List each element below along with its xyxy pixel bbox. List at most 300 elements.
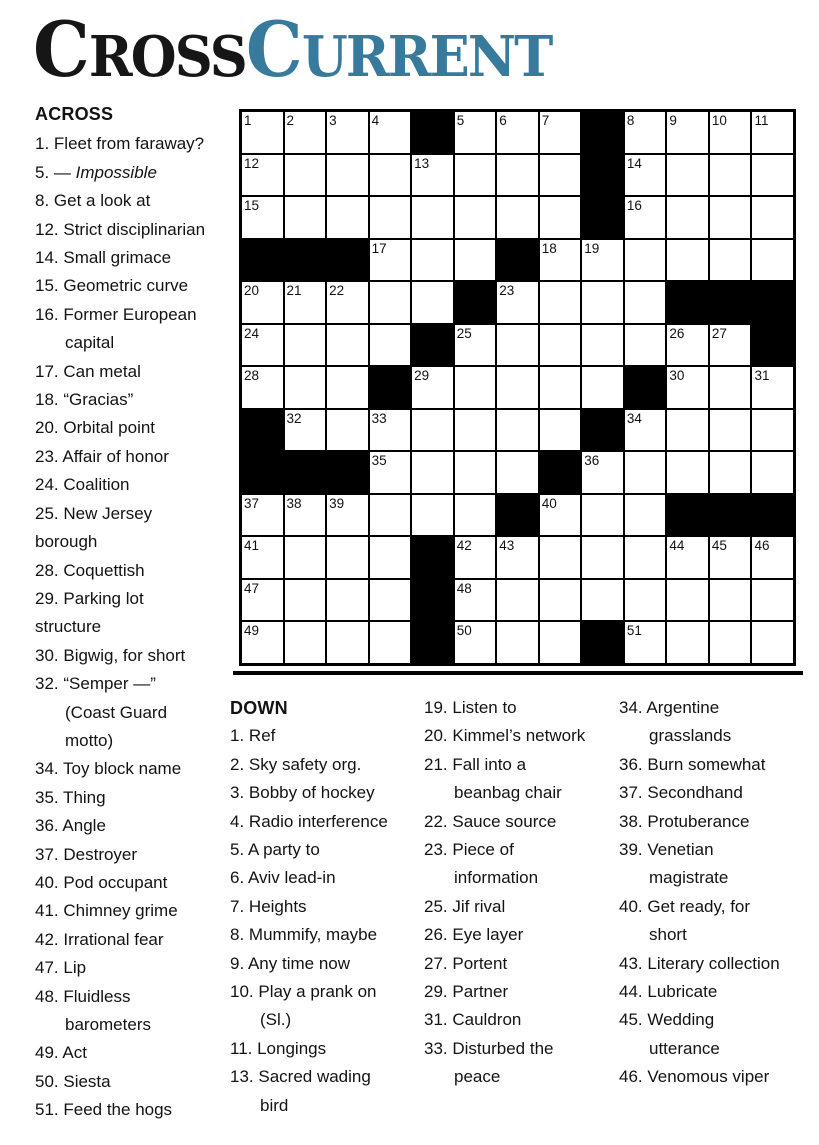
clue-item: 39. Venetian magistrate [619, 840, 729, 888]
grid-cell-black [710, 495, 751, 536]
grid-cell[interactable] [455, 495, 496, 536]
clue-number: 18. [35, 390, 59, 410]
grid-cell[interactable] [242, 580, 283, 621]
grid-cell[interactable] [497, 155, 538, 196]
clue-item: 9. Any time now [230, 953, 351, 973]
cell-number: 12 [244, 155, 260, 171]
grid-cell[interactable] [412, 367, 453, 408]
grid-cell[interactable] [412, 155, 453, 196]
grid-cell[interactable] [327, 537, 368, 578]
grid-cell[interactable] [752, 112, 793, 153]
clue-number: 31. [424, 1010, 448, 1030]
grid-cell[interactable] [540, 197, 581, 238]
grid-cell[interactable] [242, 325, 283, 366]
clue-number: 28. [35, 560, 59, 580]
down-clue-list-2 [424, 694, 616, 1092]
grid-cell[interactable] [285, 155, 326, 196]
clue-item: 34. Toy block name [35, 759, 182, 779]
grid-cell[interactable] [625, 240, 666, 281]
grid-cell-black [412, 580, 453, 621]
grid-cell[interactable] [497, 537, 538, 578]
clue-number: 48. [35, 986, 59, 1006]
clue-item: 8. Get a look at [35, 191, 151, 211]
clue-item: 40. Get ready, for short [619, 896, 751, 945]
grid-cell[interactable] [540, 410, 581, 451]
clue-number: 43. [619, 953, 643, 973]
clue-number: 1. [35, 134, 50, 154]
page-title [33, 5, 552, 94]
cell-number: 10 [711, 113, 727, 128]
grid-cell[interactable] [540, 495, 581, 536]
cell-number: 45 [711, 538, 727, 554]
cell-number: 32 [286, 410, 302, 426]
clue-item: 11. Longings [230, 1038, 327, 1058]
clue-number: 2. [230, 754, 245, 774]
clue-item: 32. “Semper —” (Coast Guard motto) [35, 674, 168, 750]
grid-cell-black [412, 537, 453, 578]
grid-cell[interactable] [667, 410, 708, 451]
clue-number: 49. [35, 1043, 59, 1063]
grid-cell[interactable] [327, 410, 368, 451]
clue-number: 29. [35, 588, 59, 608]
grid-cell[interactable] [752, 367, 793, 408]
cell-number: 4 [371, 113, 380, 128]
clue-item: 8. Mummify, maybe [230, 925, 378, 945]
clue-number: 41. [35, 901, 59, 921]
grid-cell[interactable] [455, 537, 496, 578]
clue-item: 49. Act [35, 1043, 87, 1063]
grid-cell[interactable] [582, 240, 623, 281]
grid-cell[interactable] [242, 622, 283, 663]
down-clue-list-3 [619, 694, 819, 1092]
clue-item: 36. Angle [35, 816, 106, 836]
clue-item: 24. Coalition [35, 475, 130, 495]
grid-cell[interactable] [497, 367, 538, 408]
grid-cell[interactable] [667, 155, 708, 196]
clue-item: 20. Orbital point [35, 418, 156, 438]
clue-item: 21. Fall into a beanbag chair [424, 754, 562, 803]
grid-cell[interactable] [285, 580, 326, 621]
clue-number: 4. [230, 811, 245, 831]
grid-cell[interactable] [582, 537, 623, 578]
grid-cell-black [582, 410, 623, 451]
clue-item: 31. Cauldron [424, 1010, 522, 1030]
clue-item: 6. Aviv lead-in [230, 868, 336, 888]
clue-number: 12. [35, 219, 59, 239]
grid-cell[interactable] [752, 240, 793, 281]
grid-cell[interactable] [752, 410, 793, 451]
clue-number: 42. [35, 929, 59, 949]
grid-cell[interactable] [370, 410, 411, 451]
cell-number: 31 [754, 368, 770, 384]
grid-cell[interactable] [625, 410, 666, 451]
clue-item: 10. Play a prank on (Sl.) [230, 982, 377, 1030]
grid-cell[interactable] [582, 495, 623, 536]
cell-number: 23 [499, 283, 515, 299]
clue-number: 38. [619, 811, 643, 831]
cell-number: 1 [244, 113, 252, 128]
grid-cell[interactable] [327, 112, 368, 153]
grid-cell[interactable] [625, 580, 666, 621]
grid-cell[interactable] [710, 197, 751, 238]
cell-number: 35 [371, 453, 387, 469]
grid-cell[interactable] [327, 580, 368, 621]
grid-cell-black [752, 282, 793, 323]
grid-cell[interactable] [285, 410, 326, 451]
cell-number: 36 [584, 453, 600, 469]
clue-number: 25. [35, 503, 59, 523]
grid-cell[interactable] [412, 197, 453, 238]
grid-cell-black [667, 495, 708, 536]
grid-cell[interactable] [540, 580, 581, 621]
grid-cell[interactable] [455, 325, 496, 366]
clue-number: 20. [35, 418, 59, 438]
grid-cell[interactable] [540, 112, 581, 153]
clue-item: 18. “Gracias” [35, 390, 134, 410]
across-clues-section [35, 100, 237, 1125]
grid-cell[interactable] [412, 452, 453, 493]
title-cross-rest: ROSS [88, 24, 246, 90]
grid-cell[interactable] [625, 282, 666, 323]
grid-cell[interactable] [370, 580, 411, 621]
clue-item: 16. Former European capital [35, 304, 197, 353]
clue-item: 7. Heights [230, 896, 307, 916]
clue-item: 30. Bigwig, for short [35, 645, 186, 665]
cell-number: 24 [244, 325, 260, 341]
clue-number: 26. [424, 925, 448, 945]
cell-number: 7 [541, 113, 550, 128]
grid-cell[interactable] [285, 537, 326, 578]
grid-cell[interactable] [752, 452, 793, 493]
cell-number: 49 [244, 623, 260, 639]
clue-item: 36. Burn somewhat [619, 754, 766, 774]
clue-number: 36. [619, 754, 643, 774]
clue-number: 7. [230, 896, 245, 916]
cell-number: 5 [456, 113, 465, 128]
grid-cell[interactable] [497, 622, 538, 663]
clue-number: 8. [230, 925, 245, 945]
grid-cell[interactable] [370, 197, 411, 238]
grid-cell[interactable] [710, 622, 751, 663]
grid-cell[interactable] [285, 112, 326, 153]
cell-number: 9 [669, 113, 677, 128]
cell-number: 50 [456, 623, 472, 639]
title-cross-initial: C [33, 5, 89, 94]
grid-cell[interactable] [285, 197, 326, 238]
grid-cell[interactable] [667, 622, 708, 663]
grid-cell[interactable] [285, 495, 326, 536]
cell-number: 40 [541, 495, 557, 511]
grid-cell[interactable] [285, 325, 326, 366]
grid-cell[interactable] [625, 537, 666, 578]
grid-cell[interactable] [455, 367, 496, 408]
cell-number: 33 [371, 410, 387, 426]
clue-item: 3. Bobby of hockey [230, 783, 375, 803]
clue-item: 15. Geometric curve [35, 276, 189, 296]
grid-cell[interactable] [710, 325, 751, 366]
cell-number: 27 [711, 325, 727, 341]
grid-cell[interactable] [455, 197, 496, 238]
grid-cell[interactable] [710, 537, 751, 578]
clue-item: 29. Partner [424, 982, 509, 1002]
grid-cell[interactable] [540, 367, 581, 408]
grid-cell[interactable] [455, 580, 496, 621]
clue-number: 6. [230, 868, 245, 888]
divider-rule [233, 671, 803, 675]
grid-cell[interactable] [710, 452, 751, 493]
grid-cell[interactable] [497, 580, 538, 621]
grid-cell[interactable] [497, 112, 538, 153]
grid-cell[interactable] [285, 622, 326, 663]
grid-cell[interactable] [710, 410, 751, 451]
clue-item: 45. Wedding utterance [619, 1010, 720, 1058]
grid-cell[interactable] [667, 325, 708, 366]
grid-cell[interactable] [242, 367, 283, 408]
clue-item: 44. Lubricate [619, 982, 718, 1002]
clue-item: 46. Venomous viper [619, 1067, 770, 1087]
clue-number: 36. [35, 816, 59, 836]
grid-cell[interactable] [370, 495, 411, 536]
grid-cell[interactable] [497, 282, 538, 323]
clue-number: 45. [619, 1010, 643, 1030]
grid-cell[interactable] [455, 410, 496, 451]
grid-cell[interactable] [710, 112, 751, 153]
grid-cell-black [455, 282, 496, 323]
cell-number: 8 [626, 113, 635, 128]
grid-cell[interactable] [497, 197, 538, 238]
grid-cell[interactable] [710, 580, 751, 621]
cell-number: 18 [541, 240, 557, 256]
cell-number: 19 [584, 240, 600, 256]
clue-number: 21. [424, 754, 448, 774]
grid-cell-black [412, 622, 453, 663]
grid-cell[interactable] [625, 112, 666, 153]
clue-number: 40. [619, 896, 643, 916]
grid-cell[interactable] [667, 580, 708, 621]
cell-number: 26 [669, 325, 685, 341]
clue-number: 30. [35, 645, 59, 665]
grid-cell[interactable] [327, 495, 368, 536]
grid-cell[interactable] [540, 240, 581, 281]
grid-cell[interactable] [370, 622, 411, 663]
clue-item: 22. Sauce source [424, 811, 557, 831]
clue-item: 2. Sky safety org. [230, 754, 362, 774]
clue-number: 34. [35, 759, 59, 779]
cell-number: 39 [329, 495, 345, 511]
grid-cell[interactable] [455, 622, 496, 663]
grid-cell-black [582, 622, 623, 663]
clue-number: 47. [35, 958, 59, 978]
grid-cell-black [752, 495, 793, 536]
cell-number: 29 [414, 368, 430, 384]
cell-number: 6 [499, 113, 507, 128]
grid-cell[interactable] [327, 622, 368, 663]
clue-item: 19. Listen to [424, 698, 517, 717]
grid-cell[interactable] [370, 452, 411, 493]
grid-cell[interactable] [455, 240, 496, 281]
grid-cell-black [327, 240, 368, 281]
cell-number: 51 [626, 623, 642, 639]
grid-cell[interactable] [242, 537, 283, 578]
grid-cell-black [752, 325, 793, 366]
clue-number: 1. [230, 726, 245, 746]
clue-item: 1. Ref [230, 726, 276, 746]
down-header: DOWN [230, 698, 288, 718]
grid-cell-black [412, 325, 453, 366]
grid-cell[interactable] [455, 112, 496, 153]
grid-cell[interactable] [327, 325, 368, 366]
cell-number: 14 [626, 155, 642, 171]
down-clues-column-2 [424, 694, 616, 1092]
grid-cell[interactable] [370, 112, 411, 153]
title-current-initial: C [245, 5, 302, 94]
grid-cell[interactable] [582, 367, 623, 408]
grid-cell[interactable] [327, 155, 368, 196]
grid-cell[interactable] [582, 282, 623, 323]
grid-cell[interactable] [412, 410, 453, 451]
grid-cell[interactable] [540, 155, 581, 196]
clue-number: 50. [35, 1071, 59, 1091]
grid-cell[interactable] [242, 495, 283, 536]
grid-cell[interactable] [285, 282, 326, 323]
grid-cell[interactable] [625, 325, 666, 366]
grid-cell[interactable] [242, 197, 283, 238]
grid-cell[interactable] [455, 155, 496, 196]
grid-cell[interactable] [327, 282, 368, 323]
grid-cell[interactable] [625, 155, 666, 196]
grid-cell[interactable] [370, 282, 411, 323]
grid-cell[interactable] [327, 367, 368, 408]
title-current-rest: URRENT [301, 24, 552, 90]
grid-cell[interactable] [497, 410, 538, 451]
clue-item: 33. Disturbed the peace [424, 1038, 554, 1087]
clue-number: 8. [35, 191, 50, 211]
grid-cell-black [242, 452, 283, 493]
clue-item: 27. Portent [424, 953, 508, 973]
clue-item: 50. Siesta [35, 1071, 111, 1091]
grid-cell[interactable] [370, 240, 411, 281]
cell-number: 38 [286, 495, 302, 511]
clue-number: 27. [424, 953, 448, 973]
grid-cell[interactable] [667, 197, 708, 238]
clue-item: 35. Thing [35, 787, 106, 807]
grid-cell[interactable] [370, 155, 411, 196]
grid-cell[interactable] [667, 537, 708, 578]
cell-number: 47 [244, 580, 260, 596]
grid-cell[interactable] [752, 155, 793, 196]
cell-number: 43 [499, 538, 515, 554]
grid-cell[interactable] [752, 622, 793, 663]
grid-cell[interactable] [752, 197, 793, 238]
grid-cell[interactable] [497, 325, 538, 366]
clue-number: 5. [230, 840, 245, 860]
clue-item: 5. — Impossible [35, 162, 157, 182]
clue-number: 35. [35, 787, 59, 807]
grid-cell-black [412, 112, 453, 153]
clue-number: 37. [35, 844, 59, 864]
clue-item: 4. Radio interference [230, 811, 388, 831]
grid-cell-black [285, 240, 326, 281]
cell-number: 21 [286, 283, 302, 299]
grid-cell[interactable] [582, 325, 623, 366]
clue-item: 28. Coquettish [35, 560, 145, 580]
grid-cell[interactable] [370, 325, 411, 366]
grid-cell-black [625, 367, 666, 408]
cell-number: 37 [244, 495, 260, 511]
clue-item: 17. Can metal [35, 361, 141, 381]
clue-number: 15. [35, 276, 59, 296]
grid-cell[interactable] [582, 452, 623, 493]
across-header: ACROSS [35, 104, 114, 124]
grid-cell[interactable] [327, 197, 368, 238]
grid-cell[interactable] [667, 112, 708, 153]
grid-cell[interactable] [667, 452, 708, 493]
grid-cell[interactable] [625, 197, 666, 238]
grid-cell[interactable] [412, 495, 453, 536]
grid-cell[interactable] [625, 622, 666, 663]
down-clue-list-1 [230, 722, 422, 1120]
cell-number: 42 [456, 538, 472, 554]
grid-cell[interactable] [752, 580, 793, 621]
grid-cell-black [582, 197, 623, 238]
crossword-grid[interactable] [239, 109, 796, 666]
clue-number: 40. [35, 872, 59, 892]
grid-cell[interactable] [540, 537, 581, 578]
grid-cell-black [497, 495, 538, 536]
grid-cell-black [327, 452, 368, 493]
grid-cell[interactable] [497, 452, 538, 493]
grid-cell[interactable] [625, 452, 666, 493]
grid-cell-black [497, 240, 538, 281]
cell-number: 3 [329, 113, 337, 128]
grid-cell[interactable] [752, 537, 793, 578]
grid-cell[interactable] [285, 367, 326, 408]
grid-cell[interactable] [540, 325, 581, 366]
grid-cell[interactable] [242, 155, 283, 196]
clue-number: 9. [230, 953, 245, 973]
grid-cell[interactable] [540, 282, 581, 323]
clue-number: 3. [230, 783, 245, 803]
grid-cell[interactable] [412, 282, 453, 323]
clue-item: 37. Destroyer [35, 844, 138, 864]
clue-number: 24. [35, 475, 59, 495]
grid-cell[interactable] [667, 240, 708, 281]
grid-cell-black [242, 240, 283, 281]
grid-cell[interactable] [242, 282, 283, 323]
grid-cell[interactable] [710, 240, 751, 281]
clue-item: 40. Pod occupant [35, 872, 168, 892]
clue-item: 37. Secondhand [619, 783, 743, 803]
grid-cell[interactable] [540, 622, 581, 663]
grid-cell[interactable] [370, 537, 411, 578]
clue-number: 19. [424, 698, 448, 717]
grid-cell[interactable] [625, 495, 666, 536]
clue-item: 41. Chimney grime [35, 901, 178, 921]
cell-number: 25 [456, 325, 472, 341]
grid-cell[interactable] [667, 367, 708, 408]
grid-cell[interactable] [412, 240, 453, 281]
cell-number: 11 [754, 113, 769, 128]
grid-cell[interactable] [710, 367, 751, 408]
clue-number: 17. [35, 361, 59, 381]
grid-cell[interactable] [242, 112, 283, 153]
clue-item: 25. Jif rival [424, 896, 506, 916]
grid-cell[interactable] [710, 155, 751, 196]
grid-cell[interactable] [582, 580, 623, 621]
grid-cell-black [710, 282, 751, 323]
grid-cell[interactable] [455, 452, 496, 493]
grid-cell-black [370, 367, 411, 408]
